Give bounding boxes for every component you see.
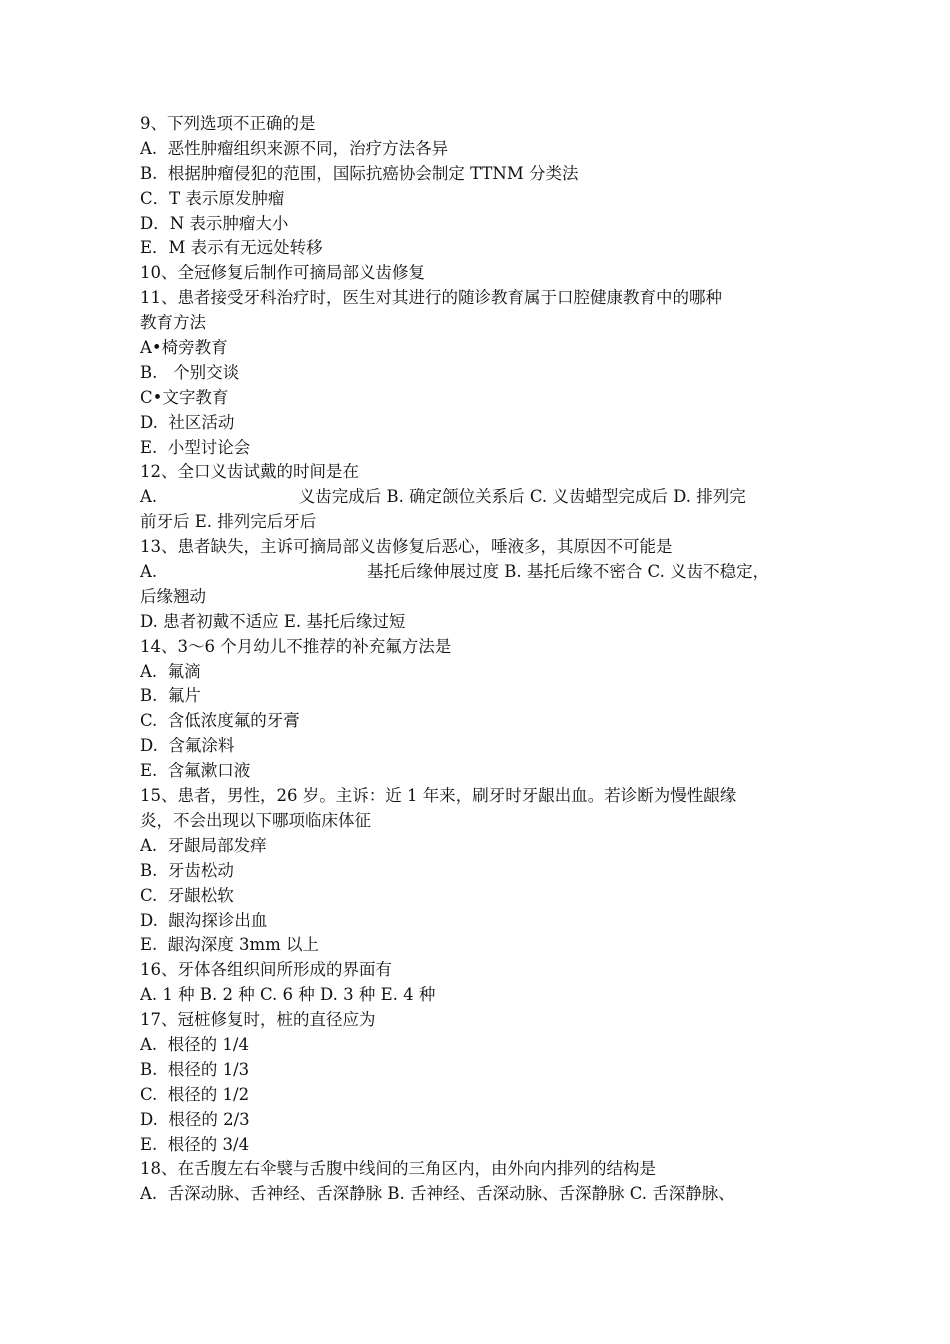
question-11-stem: 11、患者接受牙科治疗时，医生对其进行的随诊教育属于口腔健康教育中的哪种 bbox=[140, 288, 722, 308]
question-15-option-a: A. 牙龈局部发痒 bbox=[140, 835, 267, 855]
question-11-stem-cont: 教育方法 bbox=[140, 313, 206, 333]
question-12-options: A. 义齿完成后 B. 确定颌位关系后 C. 义齿蜡型完成后 D. 排列完 bbox=[140, 487, 746, 507]
question-11-option-b: B. 个别交谈 bbox=[140, 362, 240, 382]
question-16-options: A. 1 种 B. 2 种 C. 6 种 D. 3 种 E. 4 种 bbox=[140, 985, 436, 1005]
question-13-stem: 13、患者缺失，主诉可摘局部义齿修复后恶心，唾液多，其原因不可能是 bbox=[140, 537, 673, 557]
question-9-option-e: E．M 表示有无远处转移 bbox=[140, 238, 323, 258]
question-15-option-d: D. 龈沟探诊出血 bbox=[140, 910, 268, 930]
question-9-option-a: A. 恶性肿瘤组织来源不同，治疗方法各异 bbox=[140, 138, 449, 158]
question-14-stem: 14、3〜6 个月幼儿不推荐的补充氟方法是 bbox=[140, 636, 452, 656]
question-9-option-d: D．N 表示肿瘤大小 bbox=[140, 213, 289, 233]
question-15-option-c: C. 牙龈松软 bbox=[140, 885, 234, 905]
question-18-stem: 18、在舌腹左右伞襞与舌腹中线间的三角区内，由外向内排列的结构是 bbox=[140, 1159, 656, 1179]
question-14-option-a: A. 氟滴 bbox=[140, 661, 201, 681]
question-15-option-b: B. 牙齿松动 bbox=[140, 860, 234, 880]
question-13-options: A. 基托后缘伸展过度 B. 基托后缘不密合 C. 义齿不稳定， bbox=[140, 562, 770, 582]
question-14-option-e: E. 含氟漱口液 bbox=[140, 761, 251, 781]
question-13-options-cont: 后缘翘动 bbox=[140, 586, 206, 606]
question-17-option-b: B. 根径的 1/3 bbox=[140, 1059, 250, 1079]
question-15-option-e: E. 龈沟深度 3mm 以上 bbox=[140, 935, 320, 955]
question-14-option-d: D. 含氟涂料 bbox=[140, 736, 235, 756]
question-9-stem: 9、下列选项不正确的是 bbox=[140, 114, 316, 133]
question-10-stem: 10、全冠修复后制作可摘局部义齿修复 bbox=[140, 263, 425, 283]
question-16-stem: 16、牙体各组织间所形成的界面有 bbox=[140, 960, 392, 980]
question-11-option-d: D. 社区活动 bbox=[140, 412, 235, 432]
question-9-option-c: C．T 表示原发肿瘤 bbox=[140, 188, 285, 208]
question-9-option-b: B. 根据肿瘤侵犯的范围，国际抗癌协会制定 TTNM 分类法 bbox=[140, 163, 579, 183]
question-17-option-e: E. 根径的 3/4 bbox=[140, 1134, 250, 1154]
question-12-stem: 12、全口义齿试戴的时间是在 bbox=[140, 462, 359, 482]
question-14-option-c: C. 含低浓度氟的牙膏 bbox=[140, 711, 300, 731]
question-13-options-d-e: D. 患者初戴不适应 E. 基托后缘过短 bbox=[140, 611, 406, 631]
question-17-stem: 17、冠桩修复时，桩的直径应为 bbox=[140, 1010, 376, 1030]
document-text bbox=[140, 112, 810, 1207]
question-15-stem: 15、患者，男性，26 岁。主诉：近 1 年来，刷牙时牙龈出血。若诊断为慢性龈缘 bbox=[140, 786, 737, 806]
question-14-option-b: B. 氟片 bbox=[140, 686, 201, 706]
question-18-options: A. 舌深动脉、舌神经、舌深静脉 B. 舌神经、舌深动脉、舌深静脉 C. 舌深静脉、 bbox=[140, 1184, 735, 1204]
question-17-option-a: A. 根径的 1/4 bbox=[140, 1034, 249, 1054]
question-11-option-a: A•椅旁教育 bbox=[140, 338, 228, 358]
question-12-options-cont: 前牙后 E. 排列完后牙后 bbox=[140, 512, 317, 532]
question-17-option-d: D. 根径的 2/3 bbox=[140, 1109, 250, 1129]
question-11-option-e: E. 小型讨论会 bbox=[140, 437, 251, 457]
question-11-option-c: C•文字教育 bbox=[140, 387, 229, 407]
question-17-option-c: C. 根径的 1/2 bbox=[140, 1084, 250, 1104]
question-15-stem-cont: 炎，不会出现以下哪项临床体征 bbox=[140, 810, 371, 830]
